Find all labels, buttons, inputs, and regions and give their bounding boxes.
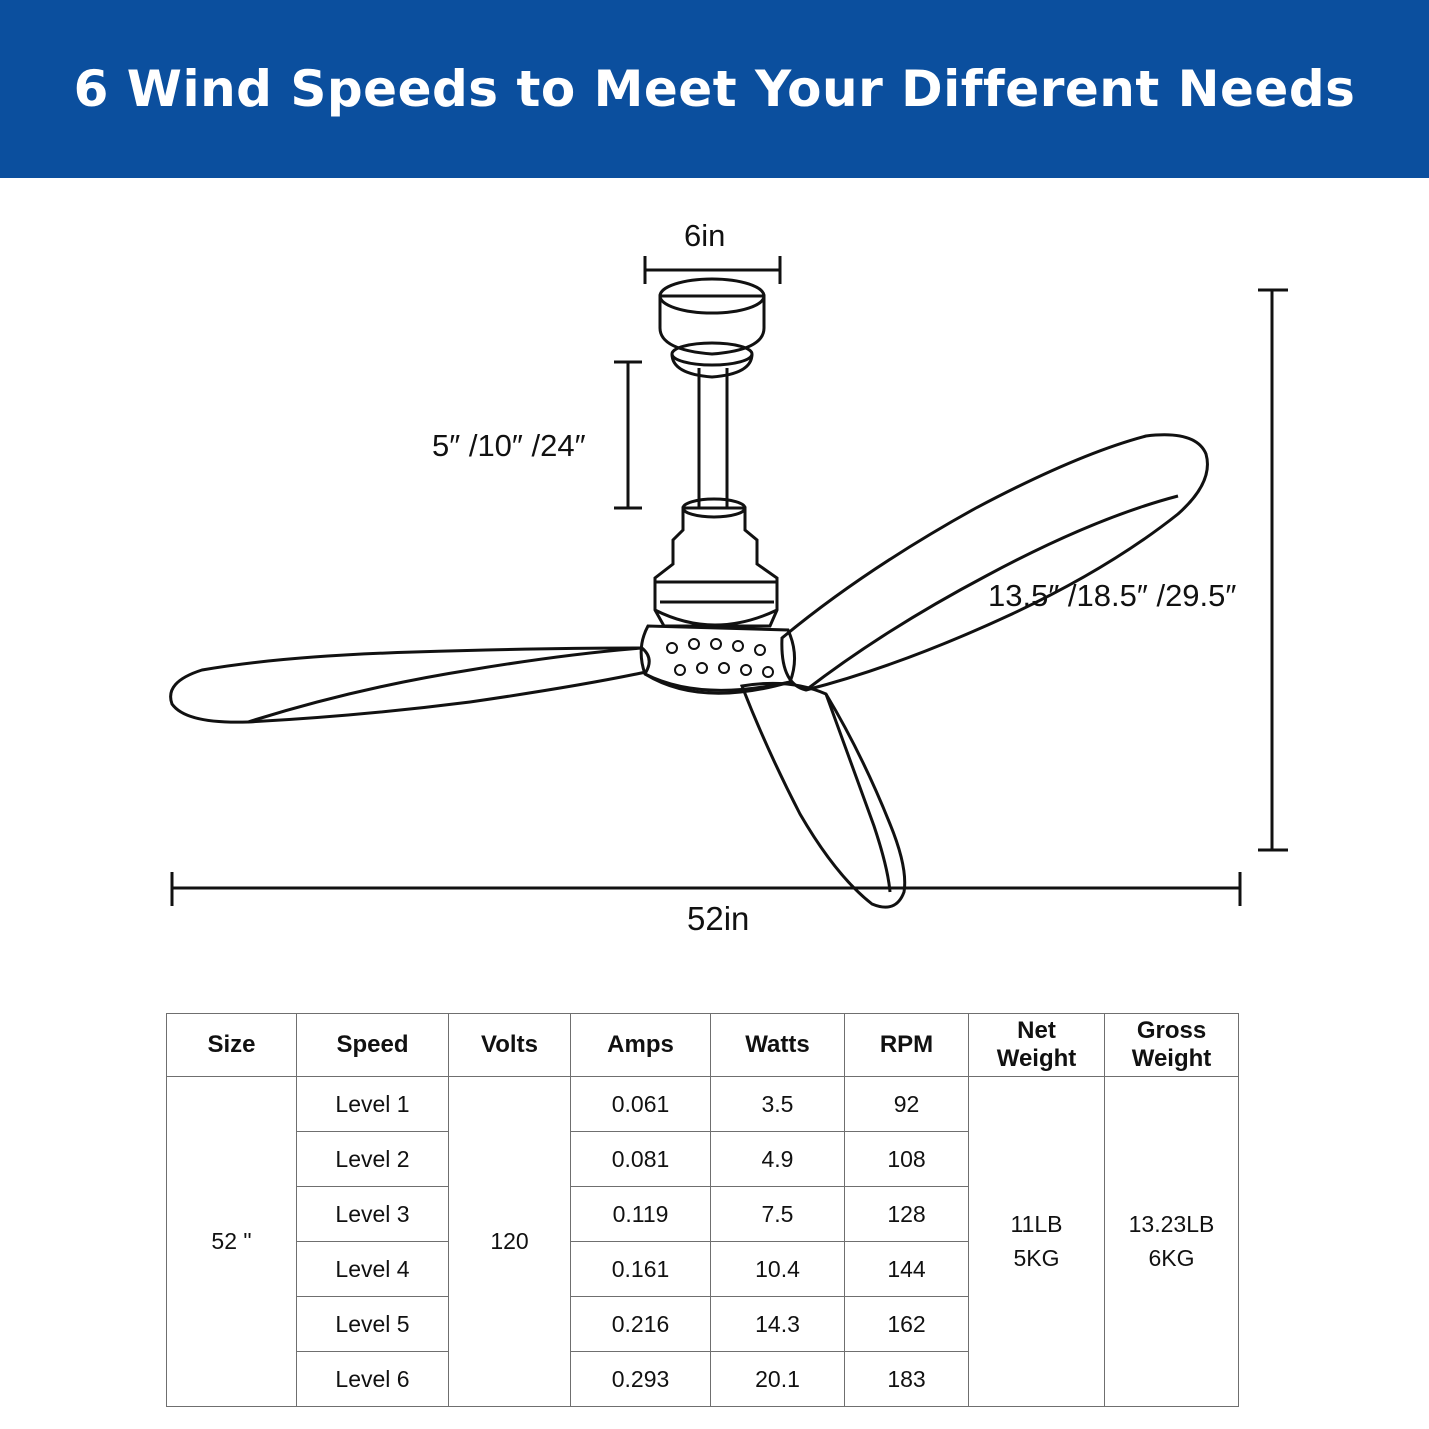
cell-size: 52 " xyxy=(167,1077,297,1407)
net-weight-lb: 11LB xyxy=(1010,1211,1063,1238)
cell-rpm: 92 xyxy=(845,1077,969,1132)
cell-rpm: 108 xyxy=(845,1132,969,1187)
cell-watts: 3.5 xyxy=(711,1077,845,1132)
cell-watts: 14.3 xyxy=(711,1297,845,1352)
cell-rpm: 144 xyxy=(845,1242,969,1297)
cell-amps: 0.119 xyxy=(571,1187,711,1242)
cell-watts: 4.9 xyxy=(711,1132,845,1187)
cell-speed: Level 5 xyxy=(297,1297,449,1352)
net-weight-kg: 5KG xyxy=(1013,1244,1060,1271)
cell-watts: 20.1 xyxy=(711,1352,845,1407)
downrod-length-dimension xyxy=(614,362,642,508)
cell-watts: 10.4 xyxy=(711,1242,845,1297)
downrod-length-label: 5″ /10″ /24″ xyxy=(432,428,586,463)
hub-screw-detail xyxy=(667,639,773,677)
header-banner xyxy=(0,0,1429,178)
cell-speed: Level 6 xyxy=(297,1352,449,1407)
column-header-rpm: RPM xyxy=(845,1014,969,1077)
cell-rpm: 128 xyxy=(845,1187,969,1242)
cell-rpm: 162 xyxy=(845,1297,969,1352)
gross-weight-lb: 13.23LB xyxy=(1128,1211,1215,1238)
cell-speed: Level 4 xyxy=(297,1242,449,1297)
gross-weight-header-line1: Gross xyxy=(1136,1017,1207,1045)
cell-speed: Level 2 xyxy=(297,1132,449,1187)
cell-watts: 7.5 xyxy=(711,1187,845,1242)
cell-speed: Level 3 xyxy=(297,1187,449,1242)
cell-amps: 0.216 xyxy=(571,1297,711,1352)
fan-blade-lower-right xyxy=(742,683,905,907)
column-header-amps: Amps xyxy=(571,1014,711,1077)
specification-table xyxy=(166,1013,1239,1407)
specification-table-wrapper xyxy=(166,1013,1238,1407)
column-header-watts: Watts xyxy=(711,1014,845,1077)
net-weight-header-line1: Net xyxy=(1017,1017,1056,1045)
gross-weight-header-line2: Weight xyxy=(1131,1045,1212,1072)
canopy xyxy=(660,279,764,377)
overall-height-dimension xyxy=(1258,290,1288,850)
column-header-volts: Volts xyxy=(449,1014,571,1077)
cell-speed: Level 1 xyxy=(297,1077,449,1132)
cell-gross-weight xyxy=(1105,1077,1239,1407)
cell-rpm: 183 xyxy=(845,1352,969,1407)
product-dimension-diagram xyxy=(0,178,1429,998)
fan-blade-left xyxy=(171,648,650,722)
downrod xyxy=(699,368,727,508)
cell-volts: 120 xyxy=(449,1077,571,1407)
column-header-speed: Speed xyxy=(297,1014,449,1077)
cell-amps: 0.081 xyxy=(571,1132,711,1187)
blade-span-label: 52in xyxy=(687,900,750,937)
column-header-size: Size xyxy=(167,1014,297,1077)
cell-amps: 0.061 xyxy=(571,1077,711,1132)
table-header-row xyxy=(167,1014,1239,1077)
canopy-width-label: 6in xyxy=(684,218,726,253)
cell-net-weight xyxy=(969,1077,1105,1407)
cell-amps: 0.293 xyxy=(571,1352,711,1407)
overall-height-label: 13.5″ /18.5″ /29.5″ xyxy=(988,578,1237,613)
table-row xyxy=(167,1077,1239,1132)
motor-housing xyxy=(655,499,777,626)
fan-blade-upper-right xyxy=(782,435,1208,690)
gross-weight-kg: 6KG xyxy=(1148,1244,1195,1271)
column-header-gross-weight xyxy=(1105,1014,1239,1077)
page-title: 6 Wind Speeds to Meet Your Different Needs xyxy=(73,60,1356,118)
column-header-net-weight xyxy=(969,1014,1105,1077)
net-weight-header-line2: Weight xyxy=(996,1045,1077,1072)
cell-amps: 0.161 xyxy=(571,1242,711,1297)
